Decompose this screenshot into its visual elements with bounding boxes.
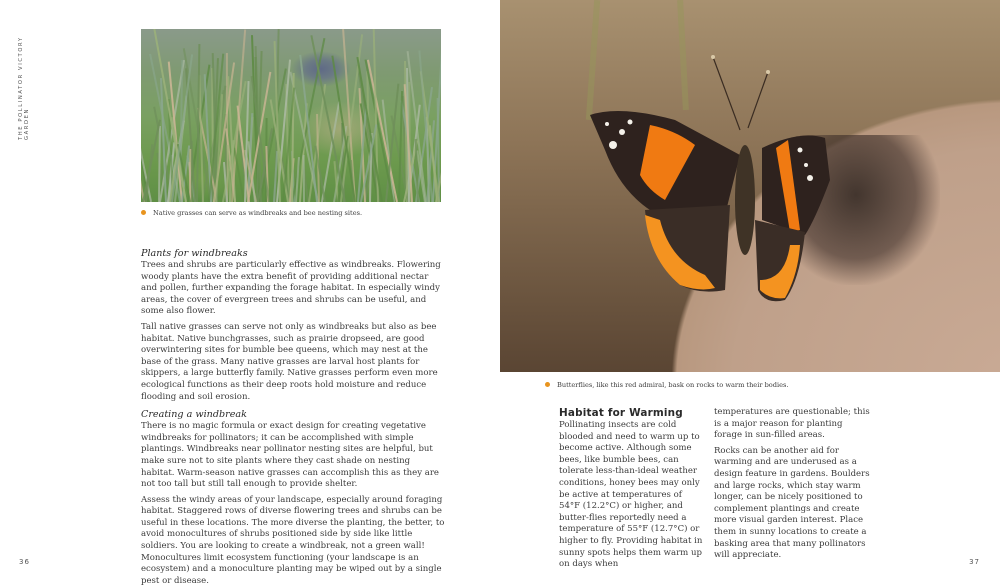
- paragraph: Rocks can be another aid for warming and are underused as a design feature in gardens. Boulders and large rocks, which stay warm longer, can be nicely positioned to complement plantings and create more visual garden interest. Place them in sunny locations to create a basking area that many pollinators will appreciate.: [714, 445, 870, 561]
- right-body-column-a: [559, 407, 705, 575]
- paragraph: Tall native grasses can serve not only as windbreaks but also as bee habitat. Native bunchgrasses, such as prairie dropseed, are good overwintering sites for bumble bee queens, which may nest at the base of the grass. Many native grasses are larval host plants for skippers, a large butterfly family. Native grasses perform even more ecological functions as their deep roots hold moisture and reduce flooding and soil erosion.: [141, 321, 438, 402]
- caption-text: Butterflies, like this red admiral, bask on rocks to warm their bodies.: [557, 381, 789, 389]
- page-number-left: 36: [19, 558, 30, 566]
- paragraph: Assess the windy areas of your landscape, especially around foraging habitat. Staggered rows of diverse flowering trees and shrubs can be useful in these locations. The more diverse the planting, the better, to avoid monocultures of shrubs positioned side by side like little soldiers. You are looking to create a windbreak, not a green wall! Monocultures limit ecosystem functioning (your landscape is an ecosystem) and a monoculture planting may be wiped out by a single pest or disease.: [141, 494, 445, 586]
- photo-red-admiral-butterfly-icon: [500, 0, 1000, 372]
- butterfly-icon: [500, 0, 1000, 372]
- grass-blade: [303, 155, 305, 202]
- paragraph: Trees and shrubs are particularly effective as windbreaks. Flowering woody plants have the extra benefit of providing additional nectar and pollen, further expanding the forage habitat. In especially windy areas, the cover of evergreen trees and shrubs can be useful, and some also flower.: [141, 260, 441, 317]
- heading-plants-for-windbreaks: Plants for windbreaks: [141, 248, 248, 259]
- right-body-column-b: [714, 407, 870, 566]
- page-number-right: 37: [969, 558, 980, 566]
- heading-creating-a-windbreak: Creating a windbreak: [141, 409, 247, 421]
- grass-blade: [191, 141, 193, 202]
- caption-bullet-icon: [141, 210, 146, 215]
- left-body-column: [141, 248, 446, 588]
- paragraph: There is no magic formula or exact design for creating vegetative windbreaks for pollinators; it can be accomplished with simple plantings. Windbreaks near pollinator nesting sites are helpful, but make sure not to site plants where they cast shade on nesting habitat. Warm-season native grasses can accomplish this as they are not too tall but still tall enough to provide shelter.: [141, 421, 439, 490]
- heading-habitat-for-warming: Habitat for Warming: [559, 407, 683, 419]
- paragraph: Pollinating insects are cold blooded and need to warm up to become active. Although some bees, like bumble bees, can tolerate less-than-ideal weather conditions, honey bees may only be active at temperatures of 54°F (12.2°C) or higher, and butter-flies reportedly need a temperature of 55°F (12.7°C) or higher to fly. Providing habitat in sunny spots helps them warm up on days when: [559, 420, 703, 570]
- photo-caption-grasses: [141, 209, 362, 217]
- photo-native-grasses-icon: [141, 29, 441, 202]
- paragraph: temperatures are questionable; this is a major reason for planting forage in sun-filled areas.: [714, 407, 870, 441]
- running-head: THE POLLINATOR VICTORY GARDEN: [18, 36, 30, 140]
- caption-text: Native grasses can serve as windbreaks and bee nesting sites.: [153, 209, 363, 217]
- photo-caption-butterfly: [545, 381, 788, 389]
- grass-blade: [398, 91, 403, 202]
- caption-bullet-icon: [545, 382, 550, 387]
